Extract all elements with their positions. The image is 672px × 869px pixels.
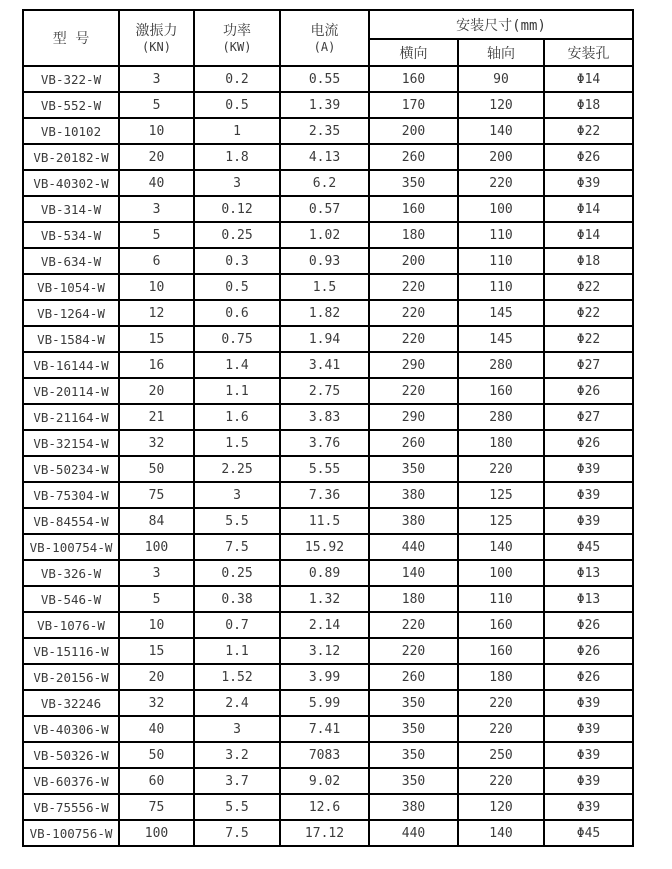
cell-mounting-hole: Φ14 xyxy=(544,66,633,92)
cell-power-kw: 0.2 xyxy=(194,66,280,92)
cell-axial-mm: 220 xyxy=(458,170,544,196)
col-header-axial: 轴向 xyxy=(458,39,544,66)
cell-mounting-hole: Φ26 xyxy=(544,430,633,456)
cell-model: VB-40302-W xyxy=(23,170,119,196)
cell-current-a: 1.94 xyxy=(280,326,369,352)
cell-horizontal-mm: 440 xyxy=(369,534,458,560)
col-header-force xyxy=(119,10,194,66)
cell-power-kw: 3.2 xyxy=(194,742,280,768)
cell-current-a: 3.83 xyxy=(280,404,369,430)
cell-current-a: 0.89 xyxy=(280,560,369,586)
cell-current-a: 3.41 xyxy=(280,352,369,378)
table-header xyxy=(23,10,633,66)
cell-mounting-hole: Φ26 xyxy=(544,638,633,664)
table-row xyxy=(23,664,633,690)
cell-mounting-hole: Φ39 xyxy=(544,768,633,794)
cell-power-kw: 0.3 xyxy=(194,248,280,274)
cell-model: VB-15116-W xyxy=(23,638,119,664)
cell-force-kn: 15 xyxy=(119,326,194,352)
table-row xyxy=(23,66,633,92)
cell-axial-mm: 220 xyxy=(458,768,544,794)
table-row xyxy=(23,456,633,482)
table-row xyxy=(23,274,633,300)
cell-current-a: 11.5 xyxy=(280,508,369,534)
table-row xyxy=(23,326,633,352)
cell-current-a: 7.36 xyxy=(280,482,369,508)
col-header-current-unit: (A) xyxy=(313,39,336,54)
cell-power-kw: 1.4 xyxy=(194,352,280,378)
cell-force-kn: 75 xyxy=(119,794,194,820)
table-row xyxy=(23,612,633,638)
cell-horizontal-mm: 200 xyxy=(369,118,458,144)
cell-power-kw: 3 xyxy=(194,716,280,742)
cell-axial-mm: 100 xyxy=(458,560,544,586)
cell-power-kw: 1.8 xyxy=(194,144,280,170)
cell-model: VB-1584-W xyxy=(23,326,119,352)
cell-mounting-hole: Φ26 xyxy=(544,378,633,404)
cell-force-kn: 16 xyxy=(119,352,194,378)
cell-model: VB-21164-W xyxy=(23,404,119,430)
cell-mounting-hole: Φ39 xyxy=(544,794,633,820)
cell-model: VB-314-W xyxy=(23,196,119,222)
cell-axial-mm: 180 xyxy=(458,430,544,456)
col-header-current-label: 电流 xyxy=(310,22,339,39)
cell-mounting-hole: Φ22 xyxy=(544,300,633,326)
cell-model: VB-100754-W xyxy=(23,534,119,560)
cell-model: VB-1076-W xyxy=(23,612,119,638)
cell-power-kw: 3.7 xyxy=(194,768,280,794)
cell-force-kn: 5 xyxy=(119,222,194,248)
table-row xyxy=(23,118,633,144)
cell-force-kn: 5 xyxy=(119,92,194,118)
cell-axial-mm: 160 xyxy=(458,638,544,664)
cell-horizontal-mm: 290 xyxy=(369,404,458,430)
cell-force-kn: 50 xyxy=(119,456,194,482)
cell-mounting-hole: Φ39 xyxy=(544,456,633,482)
cell-power-kw: 0.75 xyxy=(194,326,280,352)
table-row xyxy=(23,482,633,508)
cell-horizontal-mm: 220 xyxy=(369,326,458,352)
cell-axial-mm: 90 xyxy=(458,66,544,92)
col-header-power-label: 功率 xyxy=(223,22,251,39)
cell-model: VB-552-W xyxy=(23,92,119,118)
cell-current-a: 1.5 xyxy=(280,274,369,300)
cell-power-kw: 1 xyxy=(194,118,280,144)
cell-model: VB-10102 xyxy=(23,118,119,144)
cell-mounting-hole: Φ26 xyxy=(544,612,633,638)
cell-mounting-hole: Φ13 xyxy=(544,586,633,612)
cell-mounting-hole: Φ18 xyxy=(544,92,633,118)
cell-mounting-hole: Φ13 xyxy=(544,560,633,586)
cell-force-kn: 5 xyxy=(119,586,194,612)
table-row xyxy=(23,716,633,742)
col-header-power xyxy=(194,10,280,66)
cell-current-a: 9.02 xyxy=(280,768,369,794)
cell-mounting-hole: Φ26 xyxy=(544,144,633,170)
cell-mounting-hole: Φ22 xyxy=(544,326,633,352)
cell-axial-mm: 220 xyxy=(458,716,544,742)
cell-axial-mm: 220 xyxy=(458,690,544,716)
cell-horizontal-mm: 350 xyxy=(369,170,458,196)
cell-horizontal-mm: 140 xyxy=(369,560,458,586)
cell-axial-mm: 140 xyxy=(458,820,544,846)
cell-force-kn: 3 xyxy=(119,66,194,92)
table-row xyxy=(23,638,633,664)
cell-model: VB-20156-W xyxy=(23,664,119,690)
cell-power-kw: 0.12 xyxy=(194,196,280,222)
cell-model: VB-50234-W xyxy=(23,456,119,482)
cell-axial-mm: 120 xyxy=(458,92,544,118)
cell-mounting-hole: Φ45 xyxy=(544,820,633,846)
cell-current-a: 12.6 xyxy=(280,794,369,820)
cell-current-a: 15.92 xyxy=(280,534,369,560)
cell-axial-mm: 125 xyxy=(458,508,544,534)
col-header-horizontal: 横向 xyxy=(369,39,458,66)
table-row xyxy=(23,170,633,196)
cell-current-a: 1.82 xyxy=(280,300,369,326)
cell-force-kn: 75 xyxy=(119,482,194,508)
cell-model: VB-20114-W xyxy=(23,378,119,404)
cell-horizontal-mm: 220 xyxy=(369,300,458,326)
cell-horizontal-mm: 350 xyxy=(369,742,458,768)
cell-current-a: 1.32 xyxy=(280,586,369,612)
cell-model: VB-50326-W xyxy=(23,742,119,768)
cell-model: VB-1264-W xyxy=(23,300,119,326)
cell-current-a: 1.39 xyxy=(280,92,369,118)
table-row xyxy=(23,560,633,586)
cell-force-kn: 32 xyxy=(119,430,194,456)
cell-axial-mm: 140 xyxy=(458,118,544,144)
table-row xyxy=(23,144,633,170)
cell-force-kn: 10 xyxy=(119,612,194,638)
cell-current-a: 17.12 xyxy=(280,820,369,846)
cell-horizontal-mm: 180 xyxy=(369,222,458,248)
table-row xyxy=(23,352,633,378)
cell-model: VB-75304-W xyxy=(23,482,119,508)
cell-current-a: 0.57 xyxy=(280,196,369,222)
cell-power-kw: 5.5 xyxy=(194,794,280,820)
col-header-force-unit: (KN) xyxy=(142,39,171,54)
cell-horizontal-mm: 260 xyxy=(369,144,458,170)
cell-force-kn: 3 xyxy=(119,560,194,586)
cell-force-kn: 3 xyxy=(119,196,194,222)
cell-mounting-hole: Φ27 xyxy=(544,404,633,430)
cell-model: VB-20182-W xyxy=(23,144,119,170)
cell-model: VB-326-W xyxy=(23,560,119,586)
cell-power-kw: 2.4 xyxy=(194,690,280,716)
cell-axial-mm: 110 xyxy=(458,248,544,274)
cell-horizontal-mm: 350 xyxy=(369,456,458,482)
col-header-current xyxy=(280,10,369,66)
table-row xyxy=(23,430,633,456)
cell-current-a: 6.2 xyxy=(280,170,369,196)
cell-current-a: 2.75 xyxy=(280,378,369,404)
cell-force-kn: 100 xyxy=(119,820,194,846)
cell-model: VB-1054-W xyxy=(23,274,119,300)
cell-mounting-hole: Φ22 xyxy=(544,118,633,144)
cell-model: VB-32154-W xyxy=(23,430,119,456)
table-row xyxy=(23,534,633,560)
cell-mounting-hole: Φ27 xyxy=(544,352,633,378)
cell-force-kn: 20 xyxy=(119,378,194,404)
cell-model: VB-84554-W xyxy=(23,508,119,534)
cell-horizontal-mm: 160 xyxy=(369,66,458,92)
cell-horizontal-mm: 380 xyxy=(369,482,458,508)
cell-power-kw: 1.5 xyxy=(194,430,280,456)
cell-axial-mm: 250 xyxy=(458,742,544,768)
cell-force-kn: 32 xyxy=(119,690,194,716)
cell-force-kn: 15 xyxy=(119,638,194,664)
table-row xyxy=(23,742,633,768)
cell-axial-mm: 140 xyxy=(458,534,544,560)
col-header-mounting-hole: 安装孔 xyxy=(544,39,633,66)
cell-mounting-hole: Φ39 xyxy=(544,508,633,534)
table-row xyxy=(23,404,633,430)
table-row xyxy=(23,248,633,274)
cell-power-kw: 7.5 xyxy=(194,534,280,560)
cell-force-kn: 12 xyxy=(119,300,194,326)
cell-current-a: 2.35 xyxy=(280,118,369,144)
cell-axial-mm: 110 xyxy=(458,274,544,300)
cell-model: VB-75556-W xyxy=(23,794,119,820)
table-row xyxy=(23,794,633,820)
table-row xyxy=(23,222,633,248)
table-row xyxy=(23,196,633,222)
cell-current-a: 5.55 xyxy=(280,456,369,482)
cell-mounting-hole: Φ39 xyxy=(544,482,633,508)
cell-horizontal-mm: 350 xyxy=(369,716,458,742)
cell-power-kw: 3 xyxy=(194,482,280,508)
cell-horizontal-mm: 200 xyxy=(369,248,458,274)
cell-axial-mm: 280 xyxy=(458,352,544,378)
cell-power-kw: 0.25 xyxy=(194,222,280,248)
cell-power-kw: 5.5 xyxy=(194,508,280,534)
cell-model: VB-534-W xyxy=(23,222,119,248)
cell-mounting-hole: Φ22 xyxy=(544,274,633,300)
table-row xyxy=(23,690,633,716)
cell-axial-mm: 160 xyxy=(458,378,544,404)
cell-power-kw: 1.1 xyxy=(194,638,280,664)
cell-current-a: 3.76 xyxy=(280,430,369,456)
cell-horizontal-mm: 350 xyxy=(369,768,458,794)
cell-mounting-hole: Φ14 xyxy=(544,222,633,248)
cell-force-kn: 40 xyxy=(119,170,194,196)
cell-axial-mm: 220 xyxy=(458,456,544,482)
cell-model: VB-322-W xyxy=(23,66,119,92)
cell-force-kn: 6 xyxy=(119,248,194,274)
cell-horizontal-mm: 160 xyxy=(369,196,458,222)
cell-horizontal-mm: 380 xyxy=(369,794,458,820)
cell-mounting-hole: Φ26 xyxy=(544,664,633,690)
cell-axial-mm: 200 xyxy=(458,144,544,170)
cell-power-kw: 1.52 xyxy=(194,664,280,690)
cell-force-kn: 50 xyxy=(119,742,194,768)
cell-power-kw: 0.5 xyxy=(194,274,280,300)
col-header-model: 型 号 xyxy=(23,10,119,66)
cell-current-a: 3.12 xyxy=(280,638,369,664)
cell-current-a: 0.55 xyxy=(280,66,369,92)
vibration-motor-spec-table xyxy=(22,9,634,847)
cell-model: VB-546-W xyxy=(23,586,119,612)
cell-model: VB-60376-W xyxy=(23,768,119,794)
col-header-install-dims-group: 安装尺寸(mm) xyxy=(369,10,633,39)
col-header-power-unit: (KW) xyxy=(222,39,252,54)
table-row xyxy=(23,378,633,404)
cell-power-kw: 0.7 xyxy=(194,612,280,638)
table-row xyxy=(23,92,633,118)
cell-axial-mm: 100 xyxy=(458,196,544,222)
cell-power-kw: 1.1 xyxy=(194,378,280,404)
cell-current-a: 2.14 xyxy=(280,612,369,638)
cell-power-kw: 0.25 xyxy=(194,560,280,586)
cell-force-kn: 20 xyxy=(119,664,194,690)
cell-horizontal-mm: 170 xyxy=(369,92,458,118)
cell-force-kn: 10 xyxy=(119,118,194,144)
cell-model: VB-32246 xyxy=(23,690,119,716)
cell-power-kw: 0.38 xyxy=(194,586,280,612)
cell-force-kn: 84 xyxy=(119,508,194,534)
cell-axial-mm: 120 xyxy=(458,794,544,820)
cell-current-a: 7.41 xyxy=(280,716,369,742)
header-row-top xyxy=(23,10,633,39)
cell-horizontal-mm: 260 xyxy=(369,664,458,690)
cell-force-kn: 60 xyxy=(119,768,194,794)
cell-model: VB-16144-W xyxy=(23,352,119,378)
cell-horizontal-mm: 260 xyxy=(369,430,458,456)
cell-horizontal-mm: 180 xyxy=(369,586,458,612)
table-body xyxy=(23,66,633,846)
table-row xyxy=(23,820,633,846)
table-row xyxy=(23,300,633,326)
cell-horizontal-mm: 220 xyxy=(369,378,458,404)
cell-horizontal-mm: 350 xyxy=(369,690,458,716)
cell-horizontal-mm: 290 xyxy=(369,352,458,378)
cell-axial-mm: 110 xyxy=(458,586,544,612)
cell-current-a: 7083 xyxy=(280,742,369,768)
cell-model: VB-100756-W xyxy=(23,820,119,846)
cell-axial-mm: 180 xyxy=(458,664,544,690)
cell-current-a: 5.99 xyxy=(280,690,369,716)
cell-axial-mm: 110 xyxy=(458,222,544,248)
cell-power-kw: 0.5 xyxy=(194,92,280,118)
cell-mounting-hole: Φ39 xyxy=(544,170,633,196)
cell-horizontal-mm: 220 xyxy=(369,612,458,638)
cell-axial-mm: 160 xyxy=(458,612,544,638)
cell-mounting-hole: Φ39 xyxy=(544,742,633,768)
cell-mounting-hole: Φ39 xyxy=(544,690,633,716)
cell-power-kw: 7.5 xyxy=(194,820,280,846)
cell-force-kn: 20 xyxy=(119,144,194,170)
cell-power-kw: 2.25 xyxy=(194,456,280,482)
cell-axial-mm: 145 xyxy=(458,326,544,352)
table-row xyxy=(23,508,633,534)
cell-power-kw: 0.6 xyxy=(194,300,280,326)
cell-mounting-hole: Φ39 xyxy=(544,716,633,742)
cell-axial-mm: 280 xyxy=(458,404,544,430)
cell-force-kn: 100 xyxy=(119,534,194,560)
cell-force-kn: 10 xyxy=(119,274,194,300)
cell-force-kn: 40 xyxy=(119,716,194,742)
cell-model: VB-40306-W xyxy=(23,716,119,742)
cell-mounting-hole: Φ45 xyxy=(544,534,633,560)
cell-horizontal-mm: 440 xyxy=(369,820,458,846)
cell-current-a: 0.93 xyxy=(280,248,369,274)
cell-horizontal-mm: 380 xyxy=(369,508,458,534)
cell-mounting-hole: Φ14 xyxy=(544,196,633,222)
cell-current-a: 3.99 xyxy=(280,664,369,690)
cell-current-a: 1.02 xyxy=(280,222,369,248)
cell-horizontal-mm: 220 xyxy=(369,638,458,664)
table-row xyxy=(23,768,633,794)
cell-mounting-hole: Φ18 xyxy=(544,248,633,274)
cell-power-kw: 1.6 xyxy=(194,404,280,430)
table-row xyxy=(23,586,633,612)
cell-force-kn: 21 xyxy=(119,404,194,430)
cell-model: VB-634-W xyxy=(23,248,119,274)
cell-axial-mm: 145 xyxy=(458,300,544,326)
cell-horizontal-mm: 220 xyxy=(369,274,458,300)
cell-current-a: 4.13 xyxy=(280,144,369,170)
cell-power-kw: 3 xyxy=(194,170,280,196)
cell-axial-mm: 125 xyxy=(458,482,544,508)
col-header-force-label: 激振力 xyxy=(135,22,178,39)
